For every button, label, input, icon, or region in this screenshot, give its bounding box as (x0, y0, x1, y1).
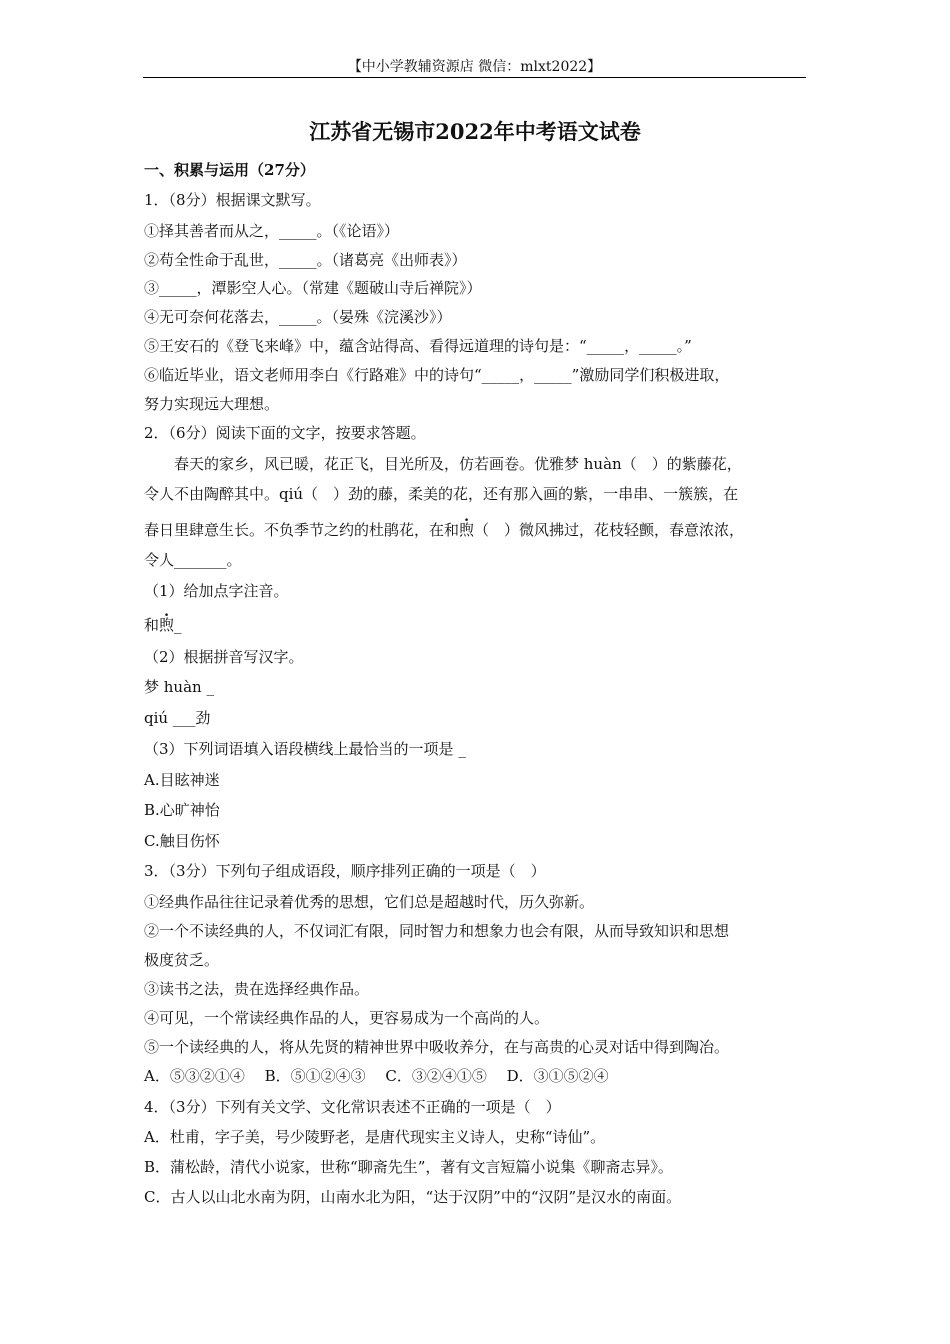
passage-line: 令人不由陶醉其中。qiú（ ）劲的藤，柔美的花，还有那入画的紫，一串串、一簇簇，在 (144, 485, 739, 503)
question-2-sub2: （2）根据拼音写汉字。 (144, 648, 304, 666)
option-b: B.心旷神怡 (144, 801, 220, 819)
answer-line: qiú ___劲 (144, 709, 211, 727)
question-3-options: A．⑤③②①④ B．⑤①②④③ C．③②④①⑤ D．③①⑤②④ (144, 1067, 609, 1085)
dotted-character: 煦 (159, 616, 175, 634)
section-heading: 一、积累与运用（27分） (144, 161, 315, 179)
sentence: ③读书之法，贵在选择经典作品。 (144, 980, 370, 998)
dotted-character: 煦 (459, 521, 475, 539)
question-1-item: ⑤王安石的《登飞来峰》中，蕴含站得高、看得远道理的诗句是：“_____，_____。” (144, 337, 692, 355)
option-a: A．杜甫，字子美，号少陵野老，是唐代现实主义诗人，史称“诗仙”。 (144, 1128, 606, 1146)
option-c: C．古人以山北水南为阴，山南水北为阳，“达于汉阴”中的“汉阴”是汉水的南面。 (144, 1188, 682, 1206)
answer-line (144, 615, 182, 635)
question-1-item: 努力实现远大理想。 (144, 395, 280, 413)
question-1-item: ⑥临近毕业，语文老师用李白《行路难》中的诗句“_____，_____”激励同学们积极进取， (144, 366, 730, 384)
page-header: 【中小学教辅资源店 微信：mlxt2022】 (347, 59, 602, 75)
passage-line (144, 520, 744, 540)
passage-line: 春天的家乡，风已暖，花正飞，目光所及，仿若画卷。优雅梦 huàn（ ）的紫藤花， (144, 455, 742, 473)
answer-blank: _ (174, 616, 182, 634)
header-divider (143, 77, 806, 78)
sentence: ①经典作品往往记录着优秀的思想，它们总是超越时代，历久弥新。 (144, 893, 595, 911)
option-c: C.触目伤怀 (144, 832, 220, 850)
sentence: ②一个不读经典的人，不仅词汇有限，同时智力和想象力也会有限，从而导致知识和思想 (144, 922, 730, 940)
question-1-stem: 1．（8分）根据课文默写。 (144, 191, 321, 209)
answer-text: 和 (144, 616, 160, 634)
option-a: A.目眩神迷 (144, 771, 220, 789)
question-1-item: ④无可奈何花落去，_____。（晏殊《浣溪沙》） (144, 308, 452, 326)
question-1-item: ②苟全性命于乱世，_____。（诸葛亮《出师表》） (144, 251, 467, 269)
question-1-item: ①择其善者而从之，_____。（《论语》） (144, 222, 400, 240)
question-2-stem: 2．（6分）阅读下面的文字，按要求答题。 (144, 424, 426, 442)
option-b: B．蒲松龄，清代小说家，世称“聊斋先生”，著有文言短篇小说集《聊斋志异》。 (144, 1158, 673, 1176)
passage-line: 令人_______。 (144, 551, 242, 569)
passage-text: 春日里肆意生长。不负季节之约的杜鹃花，在和 (144, 521, 460, 539)
question-3-stem: 3．（3分）下列句子组成语段，顺序排列正确的一项是（ ） (144, 862, 546, 880)
question-2-sub3: （3）下列词语填入语段横线上最恰当的一项是 _ (144, 740, 466, 758)
passage-text: （ ）微风拂过，花枝轻颤，春意浓浓， (474, 521, 745, 539)
sentence: 极度贫乏。 (144, 951, 220, 969)
question-4-stem: 4．（3分）下列有关文学、文化常识表述不正确的一项是（ ） (144, 1098, 561, 1116)
question-2-sub1: （1）给加点字注音。 (144, 582, 289, 600)
sentence: ④可见，一个常读经典作品的人，更容易成为一个高尚的人。 (144, 1009, 550, 1027)
exam-title: 江苏省无锡市2022年中考语文试卷 (309, 119, 641, 144)
answer-line: 梦 huàn _ (144, 678, 214, 696)
question-1-item: ③_____，潭影空人心。（常建《题破山寺后禅院》） (144, 279, 482, 297)
sentence: ⑤一个读经典的人，将从先贤的精神世界中吸收养分，在与高贵的心灵对话中得到陶冶。 (144, 1038, 730, 1056)
